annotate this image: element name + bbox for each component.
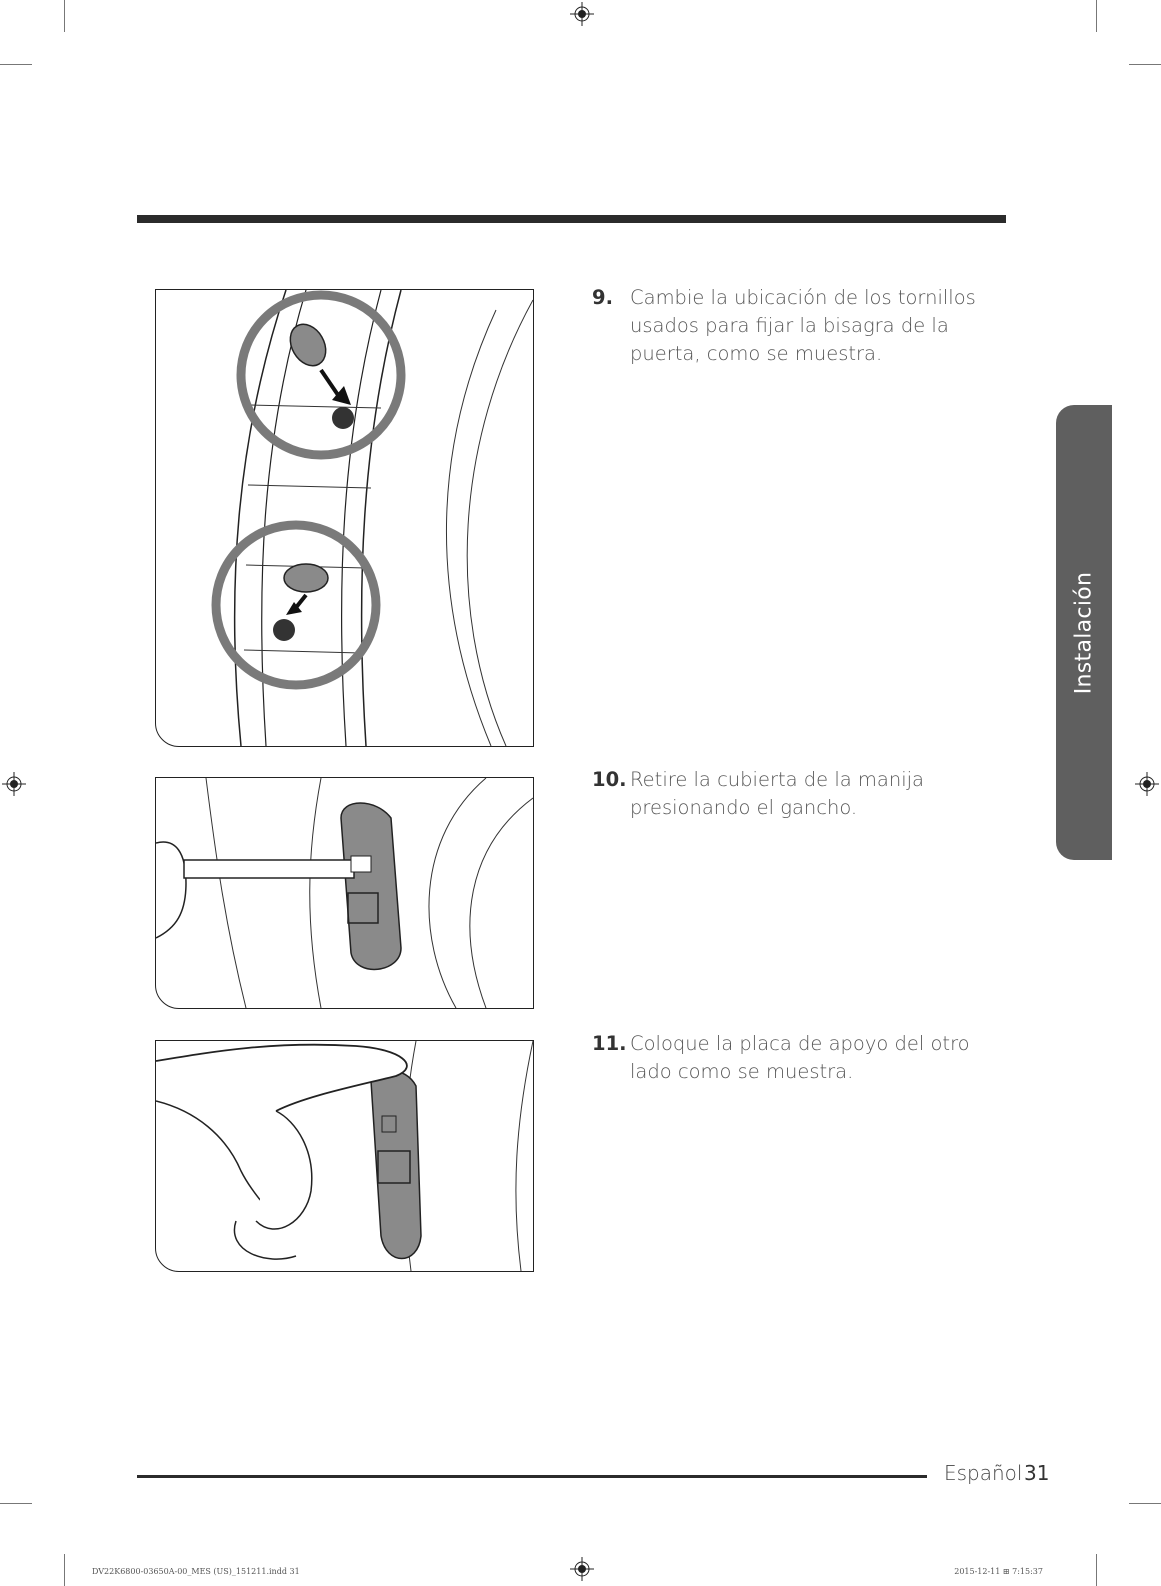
step-number: 10. (592, 768, 627, 791)
page-number: 31 (1024, 1461, 1050, 1485)
step-text: Coloque la placa de apoyo del otro lado como se muestra. (630, 1032, 970, 1083)
print-slug-left: DV22K6800-03650A-00_MES (US)_151211.indd 31 (92, 1567, 300, 1576)
registration-mark-icon (570, 2, 594, 26)
registration-mark-icon (1135, 772, 1159, 796)
crop-mark (64, 1554, 65, 1586)
section-side-tab-label: Instalación (1071, 571, 1097, 694)
step-number: 11. (592, 1032, 627, 1055)
footer-language: Español (944, 1461, 1023, 1485)
crop-mark (1096, 0, 1097, 32)
crop-mark (1096, 1554, 1097, 1586)
crop-mark (64, 0, 65, 32)
header-rule (137, 215, 1006, 223)
step-10-illustration (155, 777, 534, 1009)
footer-rule (137, 1475, 927, 1478)
registration-mark-icon (2, 772, 26, 796)
step-11-illustration (155, 1040, 534, 1272)
crop-mark (1129, 64, 1161, 65)
step-text: Retire la cubierta de la manija presionando el gancho. (630, 768, 924, 819)
step-9-illustration (155, 289, 534, 747)
crop-mark (1129, 1503, 1161, 1504)
step-number: 9. (592, 286, 613, 309)
print-slug-right: 2015-12-11 ⊞ 7:15:37 (954, 1567, 1043, 1576)
section-side-tab (1056, 405, 1112, 860)
crop-mark (0, 64, 32, 65)
crop-mark (0, 1503, 32, 1504)
registration-mark-icon (570, 1557, 594, 1581)
step-text: Cambie la ubicación de los tornillos usados para fijar la bisagra de la puerta, como se muestra. (630, 286, 976, 365)
